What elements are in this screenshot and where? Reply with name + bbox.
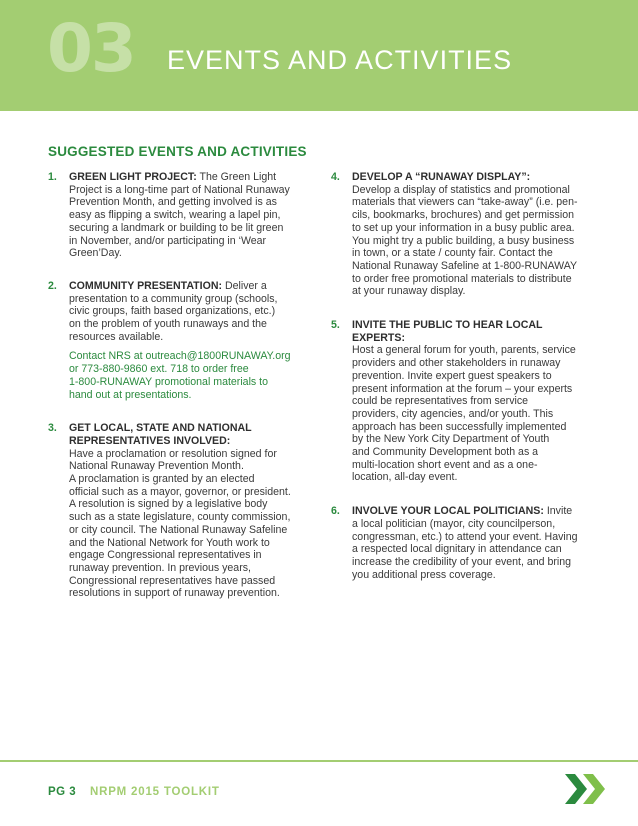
item-heading: COMMUNITY PRESENTATION:	[69, 279, 223, 292]
list-item-6	[331, 505, 591, 581]
item-number: 4.	[331, 171, 340, 183]
right-column	[331, 171, 591, 581]
page-number: PG 3	[48, 786, 77, 798]
item-text: Deliver a presentation to a community group (schools, civic groups, faith based organizations, etc.) on the problem of youth runaways and the resources available.	[69, 279, 278, 343]
list-item-3	[48, 422, 298, 600]
list-item-2	[48, 280, 298, 401]
item-text: Have a proclamation or resolution signed for National Runaway Prevention Month. A proclamation is granted by an elected official such as a mayor, governor, or president. A resolution is signed by a legislative body such as a state legislature, county commission, or city council. The National Runaway Safeline and the National Network for Youth work to engage Congressional representatives in runaway prevention. In previous years, Congressional representatives have passed resolutions in support of runaway prevention.	[69, 447, 291, 600]
item-text: Invite a local politician (mayor, city councilperson, congressman, etc.) to attend your event. Having a respected local dignitary in attendance can increase the credibility of your event, and bring you additional press coverage.	[352, 505, 578, 581]
item-number: 5.	[331, 319, 340, 332]
footer-divider	[0, 760, 638, 762]
item-text: Develop a display of statistics and promotional materials that viewers can “take-away” (i.e. pen- cils, bookmarks, brochures) and get permission to set up your information in a busy public area. You might try a public building, a busy business in town, or a state / county fair. Contact the National Runaway Safeline at 1-800-RUNAWAY to order free promotional materials to distribute at your runaway display.	[352, 183, 578, 298]
item-heading: INVITE THE PUBLIC TO HEAR LOCAL EXPERTS:	[352, 319, 543, 344]
item-number: 6.	[331, 505, 340, 518]
item-number: 1.	[48, 171, 57, 183]
item-heading: DEVELOP A “RUNAWAY DISPLAY”:	[352, 171, 531, 183]
item-heading: GREEN LIGHT PROJECT:	[69, 171, 197, 183]
contact-link[interactable]: Contact NRS at outreach@1800RUNAWAY.org or 773-880-9860 ext. 718 to order free 1-800-RUNAWAY promotional materials to hand out at presentations.	[69, 350, 291, 401]
chapter-title: EVENTS AND ACTIVITIES	[167, 45, 513, 75]
item-text: The Green Light Project is a long-time part of National Runaway Prevention Month, and getting involved is as easy as flipping a switch, wearing a lapel pin, securing a landmark or building to be lit green in November, and/or participating in ‘Wear Green’Day.	[69, 171, 290, 260]
double-chevron-icon	[563, 772, 609, 806]
list-item-1	[48, 171, 298, 260]
chapter-number: 03	[47, 10, 135, 87]
item-heading: GET LOCAL, STATE AND NATIONAL REPRESENTATIVES INVOLVED:	[69, 422, 252, 447]
item-text: Host a general forum for youth, parents, service providers and other stakeholders in runaway prevention. Invite expert guest speakers to present information at the forum – your experts could be representatives from service providers, city agencies, and/or youth. This approach has been successfully implemented by the New York City Department of Youth and Community Development both as a multi-location short event and as a one- location, all-day event.	[352, 344, 576, 484]
list-item-4	[331, 171, 591, 298]
header-banner	[0, 0, 638, 111]
list-item-5	[331, 319, 591, 484]
item-number: 3.	[48, 422, 57, 435]
footer-title: NRPM 2015 TOOLKIT	[90, 786, 220, 798]
section-heading: SUGGESTED EVENTS AND ACTIVITIES	[48, 144, 307, 159]
chevron-left-part	[565, 774, 587, 804]
item-heading: INVOLVE YOUR LOCAL POLITICIANS:	[352, 505, 544, 518]
item-number: 2.	[48, 279, 57, 292]
left-column	[48, 171, 298, 600]
